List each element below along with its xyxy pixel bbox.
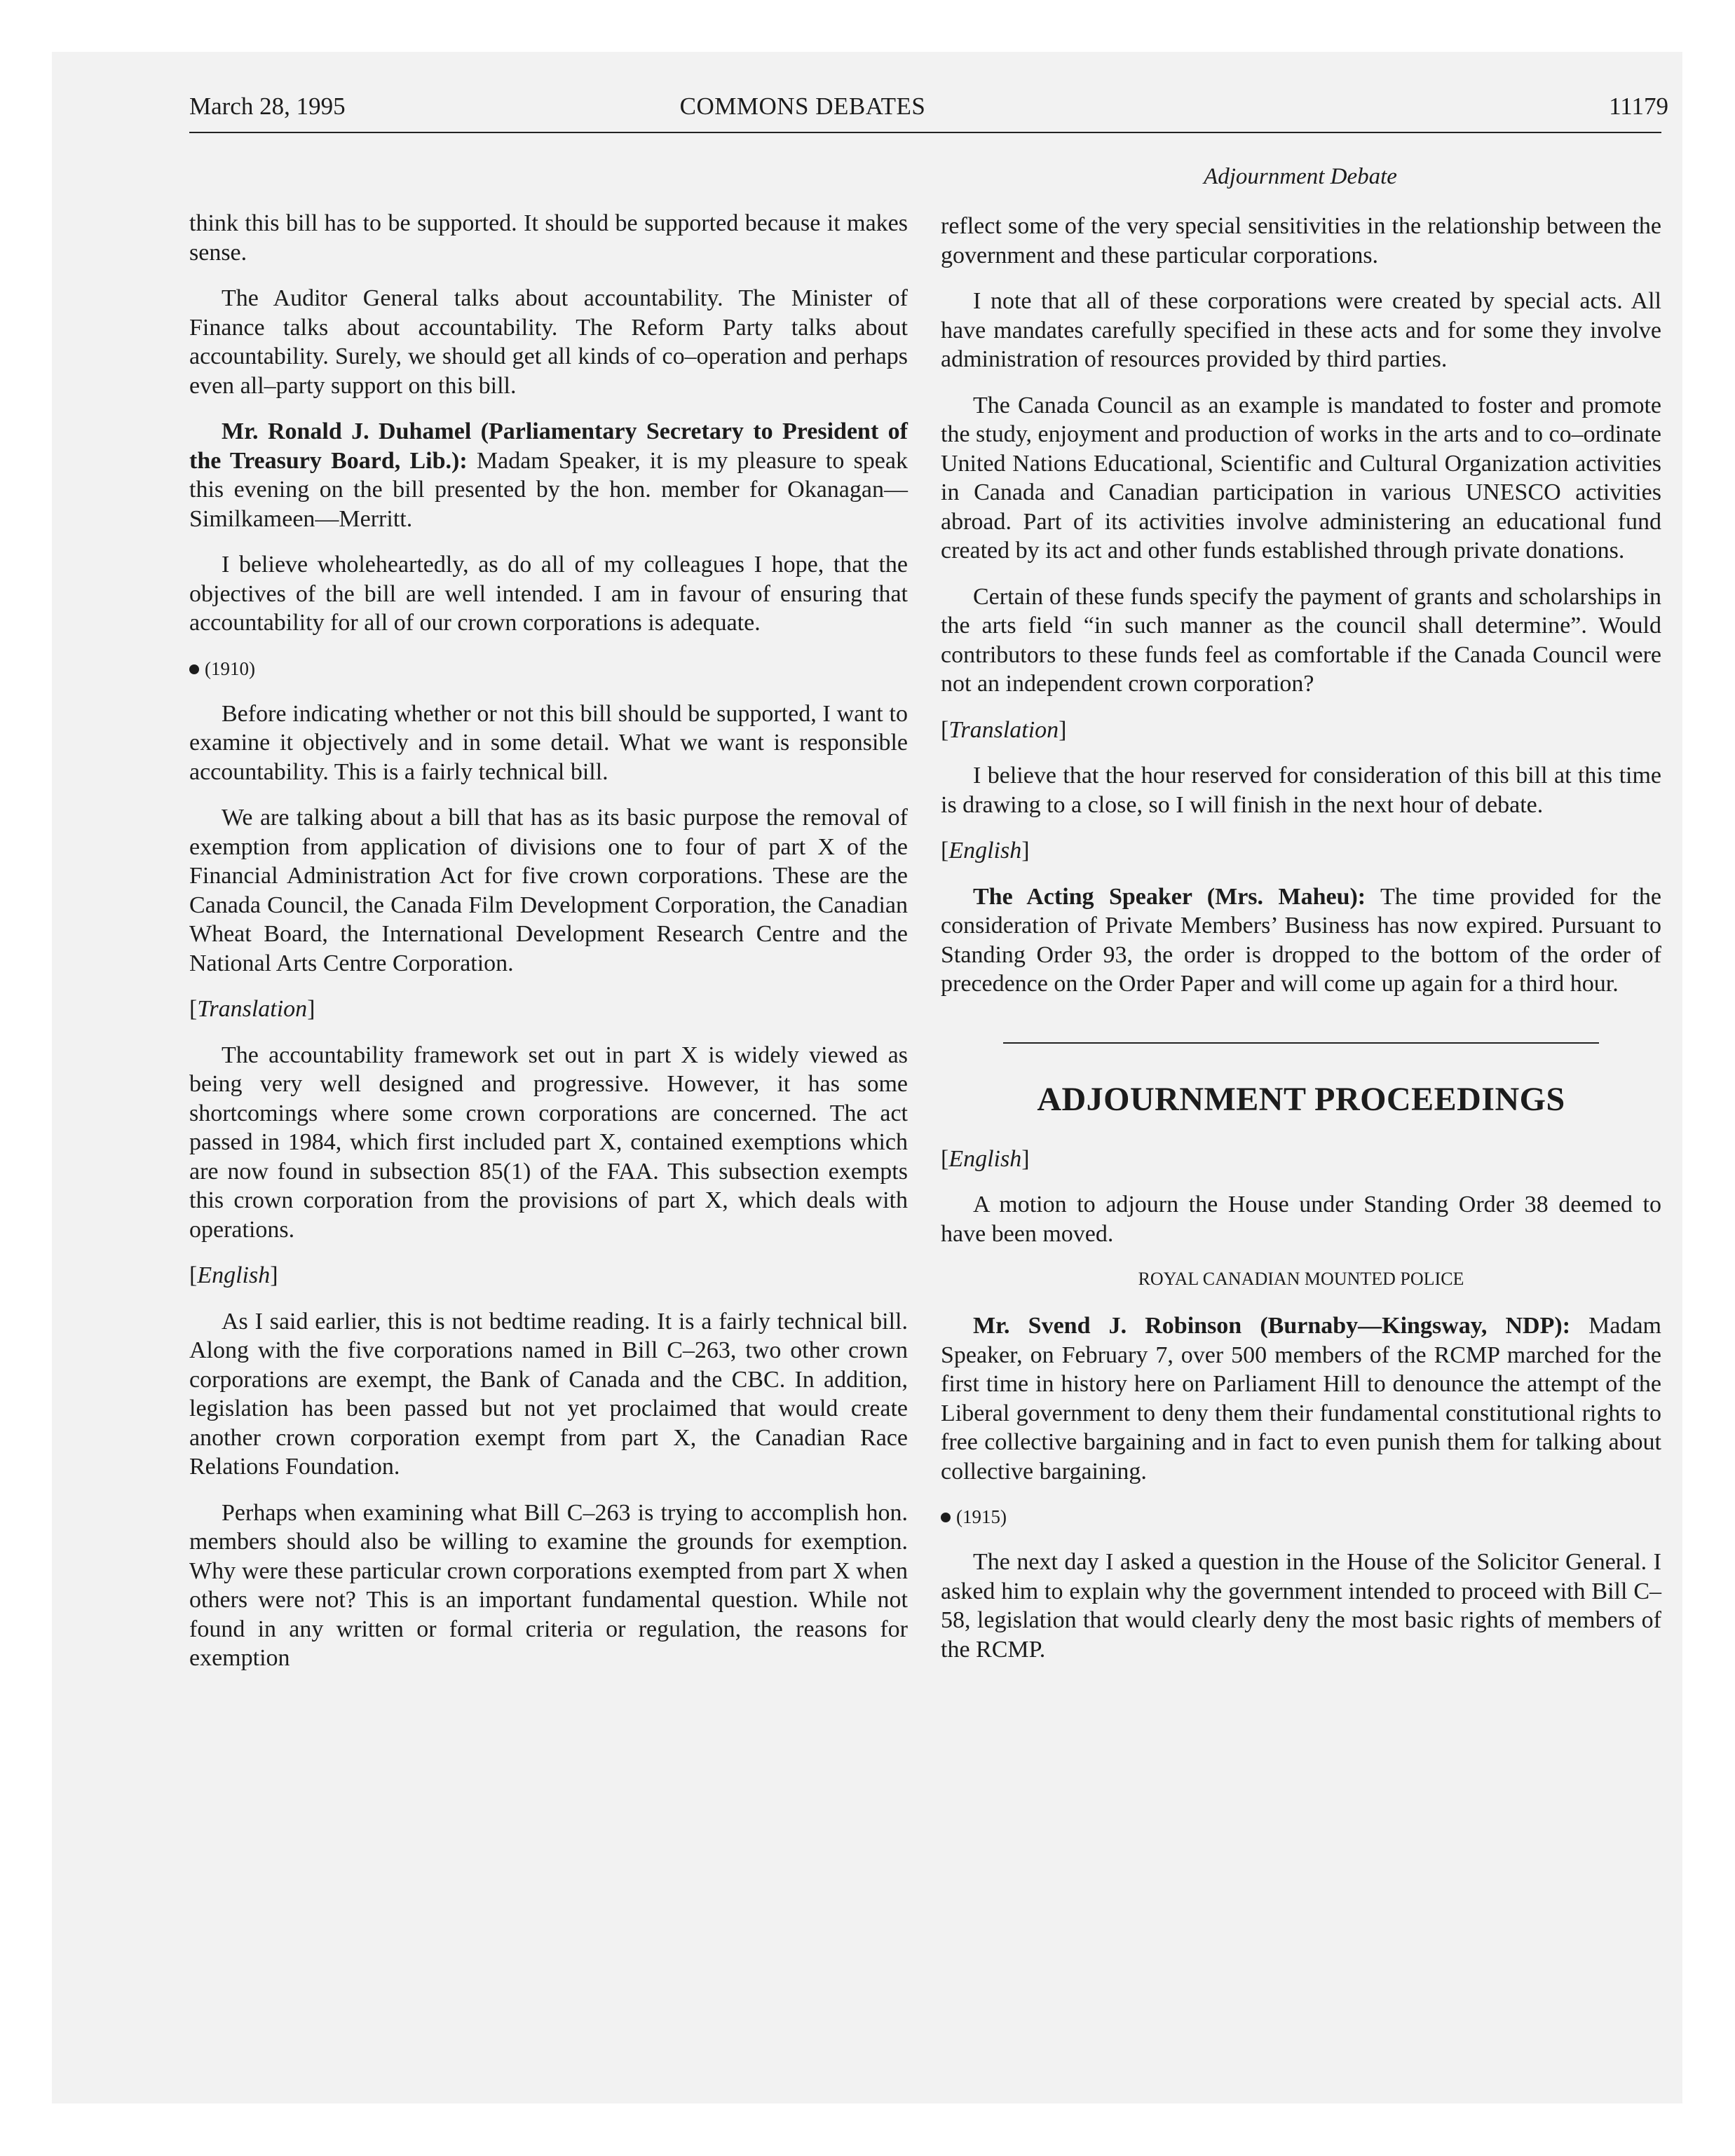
language-tag: [Translation]	[189, 996, 315, 1022]
time-stamp: (1910)	[205, 657, 255, 679]
paragraph: Perhaps when examining what Bill C–263 is trying to accomplish hon. members should also be willing to examine the grounds for exemption. Why were these particular crown corporations exempted from part X when others were not? This is an important fundamental question. While not found in any written or formal criteria or regulation, the reasons for exemption	[189, 1499, 908, 1671]
time-marker	[189, 655, 908, 683]
bullet-icon	[189, 664, 199, 674]
paragraph: The accountability framework set out in part X is widely viewed as being very well designed and progressive. However, it has some shortcomings where some crown corporations are concerned. The act passed in 1984, which first included part X, contained exemptions which are now found in subsection 85(1) of the FAA. This subsection exempts this crown corporation from the provisions of part X, which deals with operations.	[189, 1042, 908, 1243]
speech-text: The time provided for the consideration of Private Members’ Business has now expired. Pursuant to Standing Order 93, the order is dropped to the bottom of the order of precedence on the Order Paper and will come up again for a third hour.	[941, 883, 1662, 997]
paragraph: The Auditor General talks about accountability. The Minister of Finance talks about accountability. The Reform Party talks about accountability. Surely, we should get all kinds of co–operation and perhaps even all–party support on this bill.	[189, 285, 908, 399]
subheading: ROYAL CANADIAN MOUNTED POLICE	[1138, 1269, 1464, 1289]
language-tag: [Translation]	[941, 716, 1067, 743]
speech-text: Madam Speaker, on February 7, over 500 members of the RCMP marched for the first time in history here on Parliament Hill to denounce the attempt of the Liberal government to deny them their fundamental constitutional rights to free collective bargaining and in fact to even punish them for talking about collective bargaining.	[941, 1313, 1661, 1485]
paragraph: A motion to adjourn the House under Standing Order 38 deemed to have been moved.	[941, 1192, 1661, 1247]
language-tag-label: Translation	[197, 996, 308, 1022]
paragraph: As I said earlier, this is not bedtime reading. It is a fairly technical bill. Along with the five corporations named in Bill C–263, two other crown corporations are exempt, the Bank of Canada and the CBC. In addition, legislation has been passed but not yet proclaimed that would create another crown corporation exempt from part X, the Canadian Race Relations Foundation.	[189, 1308, 908, 1480]
paragraph: The Canada Council as an example is mandated to foster and promote the study, enjoyment and production of works in the arts and to co–ordinate United Nations Educational, Scientific and Cultural Organization activities in Canada and Canadian participation in various UNESCO activities abroad. Part of its activities involve administering an educational fund created by its act and other funds established through private donations.	[941, 392, 1661, 564]
paragraph: The next day I asked a question in the House of the Solicitor General. I asked him to explain why the government intended to proceed with Bill C–58, legislation that would clearly deny the most basic rights of members of the RCMP.	[941, 1549, 1661, 1663]
right-column	[941, 212, 1661, 1681]
section-title: ADJOURNMENT PROCEEDINGS	[1037, 1080, 1565, 1118]
speaker-paragraph	[189, 417, 908, 533]
paragraph: I believe wholeheartedly, as do all of my colleagues I hope, that the objectives of the bill are well intended. I am in favour of ensuring that accountability for all of our crown corporations is adequate.	[189, 552, 908, 636]
language-tag-label: English	[948, 838, 1022, 864]
speaker-name: Mr. Ronald J. Duhamel (Parliamentary Secretary to President of the Treasury Board, Lib.):	[189, 418, 908, 474]
paragraph: Certain of these funds specify the payment of grants and scholarships in the arts field “in such manner as the council shall determine”. Would contributors to these funds feel as comfortable if the Canada Council were not an independent crown corporation?	[941, 583, 1661, 697]
speaker-name: The Acting Speaker (Mrs. Maheu):	[973, 883, 1366, 910]
bullet-icon	[941, 1513, 951, 1522]
header-page-number: 11179	[1609, 93, 1668, 120]
speaker-paragraph	[941, 1311, 1661, 1486]
paragraph: reflect some of the very special sensitivities in the relationship between the government and these particular corporations.	[941, 213, 1661, 268]
document-page	[189, 86, 1668, 1964]
speaker-name: Mr. Svend J. Robinson (Burnaby—Kingsway, NDP):	[973, 1313, 1571, 1339]
speaker-paragraph	[941, 882, 1661, 999]
paragraph: I believe that the hour reserved for consideration of this bill at this time is drawing to a close, so I will finish in the next hour of debate.	[941, 763, 1661, 818]
language-tag-label: English	[948, 1145, 1022, 1172]
time-stamp: (1915)	[956, 1506, 1007, 1527]
language-tag: [English]	[941, 838, 1030, 864]
language-tag-label: English	[197, 1262, 271, 1288]
paragraph: We are talking about a bill that has as its basic purpose the removal of exemption from application of divisions one to four of part X of the Financial Administration Act for five crown corporations. These are the Canada Council, the Canada Film Development Corporation, the Canadian Wheat Board, the International Development Research Centre and the National Arts Centre Corporation.	[189, 805, 908, 976]
section-divider	[1003, 1042, 1599, 1044]
paragraph: think this bill has to be supported. It should be supported because it makes sense.	[189, 210, 908, 266]
paragraph: I note that all of these corporations were created by special acts. All have mandates carefully specified in these acts and for some they involve administration of resources provided by third parties.	[941, 288, 1661, 372]
header-publication-title: COMMONS DEBATES	[679, 93, 926, 120]
paragraph: Before indicating whether or not this bill should be supported, I want to examine it objectively and in some detail. What we want is responsible accountability. This is a fairly technical bill.	[189, 700, 908, 785]
left-column	[189, 209, 908, 1690]
language-tag: [English]	[941, 1145, 1030, 1172]
time-marker	[941, 1503, 1661, 1531]
speech-text: Madam Speaker, it is my pleasure to speak this evening on the bill presented by the hon. member for Okanagan—Similkameen—Merritt.	[189, 447, 908, 532]
language-tag: [English]	[189, 1262, 278, 1288]
header-date: March 28, 1995	[189, 93, 346, 120]
running-head: Adjournment Debate	[1204, 164, 1397, 189]
language-tag-label: Translation	[948, 716, 1059, 743]
header-rule	[189, 132, 1661, 133]
